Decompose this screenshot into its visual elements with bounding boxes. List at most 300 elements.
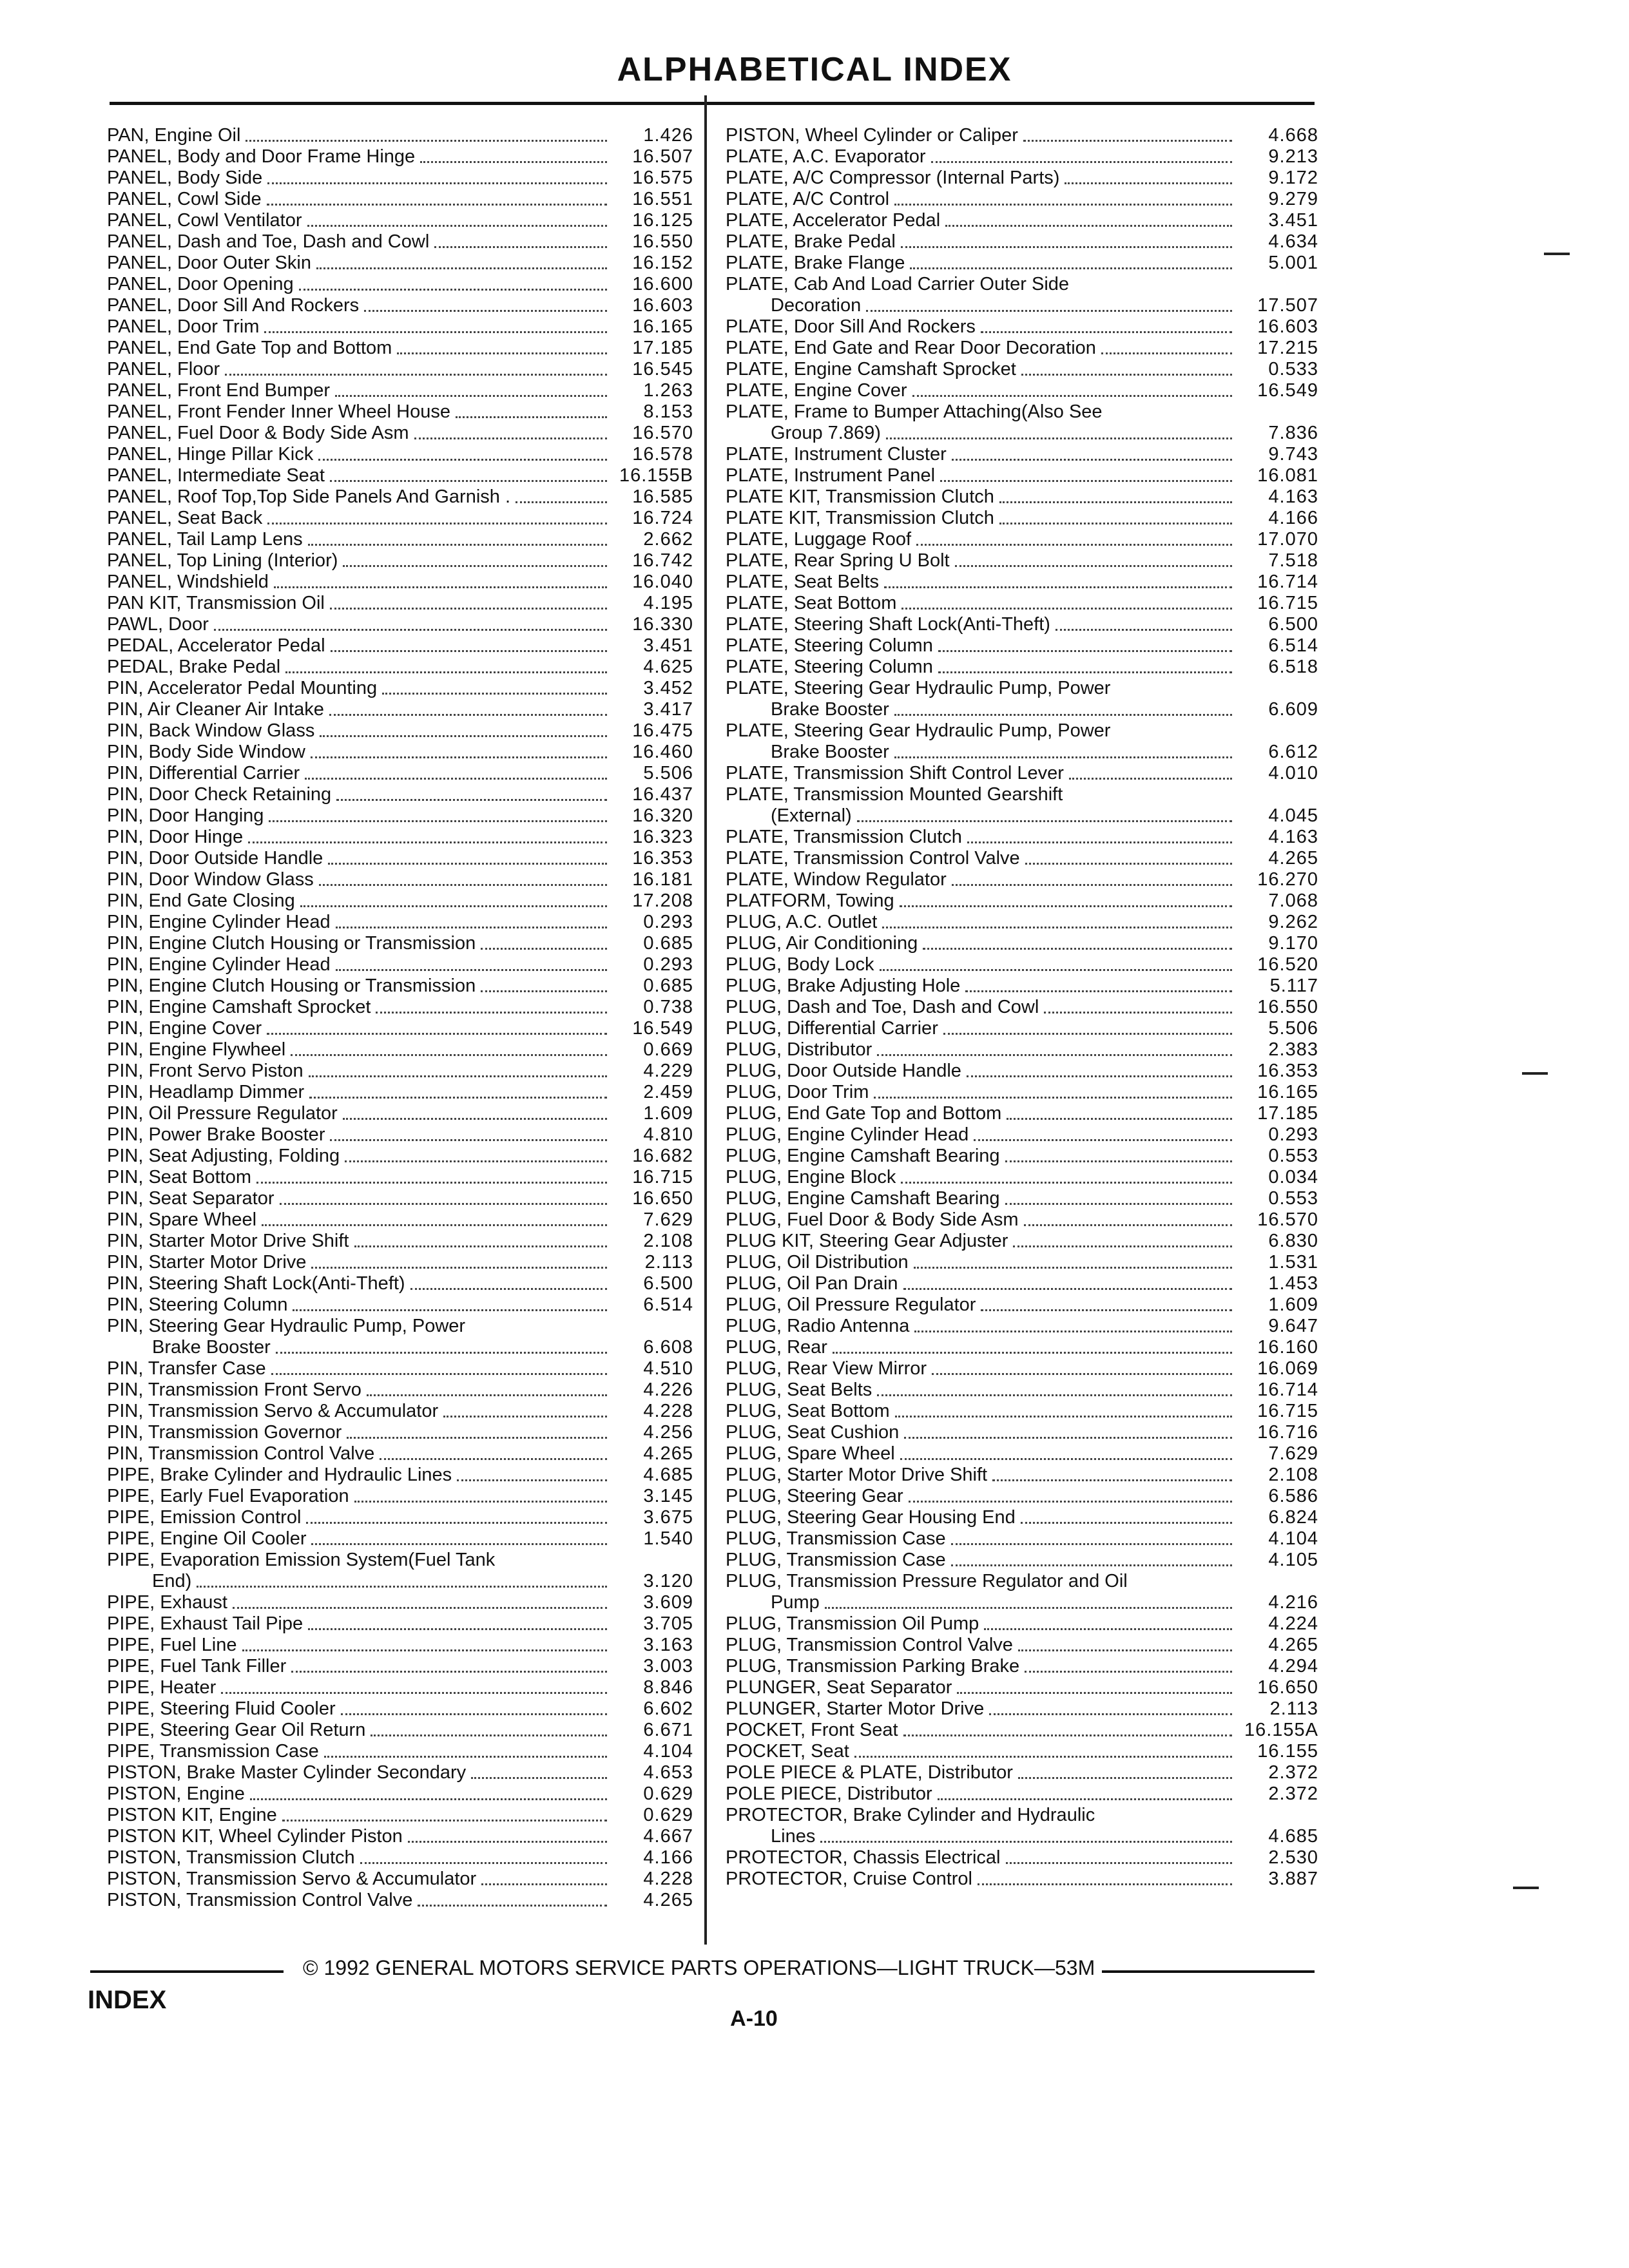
index-entry (107, 997, 693, 1018)
dot-leader (901, 1182, 1232, 1184)
index-entry (726, 465, 1318, 486)
entry-page: 6.830 (1268, 1231, 1318, 1251)
dot-leader (274, 586, 607, 588)
index-entry (726, 550, 1318, 572)
index-entry (726, 1528, 1318, 1550)
entry-page: 4.256 (643, 1422, 693, 1443)
index-entry (107, 189, 693, 210)
entry-name: PANEL, Hinge Pillar Kick (107, 444, 314, 465)
entry-name-continuation: Lines (771, 1826, 816, 1847)
entry-page: 16.578 (632, 444, 693, 465)
dot-leader (992, 1479, 1232, 1481)
entry-name: PIN, Air Cleaner Air Intake (107, 699, 324, 720)
entry-name: PROTECTOR, Brake Cylinder and Hydraulic (726, 1805, 1095, 1825)
dot-leader (343, 1118, 607, 1120)
entry-name: PIN, Door Hinge (107, 827, 244, 847)
index-entry (726, 1443, 1318, 1465)
entry-page: 4.228 (643, 1869, 693, 1889)
entry-name: PLUG, Transmission Pressure Regulator and Oil (726, 1571, 1128, 1591)
index-entry (107, 1783, 693, 1805)
entry-page: 16.155 (1257, 1741, 1318, 1762)
index-entry (107, 1550, 693, 1571)
entry-page: 3.003 (643, 1656, 693, 1677)
entry-page: 5.117 (1269, 975, 1318, 996)
entry-name: PLUG, Transmission Case (726, 1550, 946, 1570)
entry-name: PANEL, Floor (107, 359, 220, 380)
entry-page: 16.270 (1257, 869, 1318, 890)
entry-page: 7.836 (1268, 423, 1318, 443)
footer-copyright: © 1992 GENERAL MOTORS SERVICE PARTS OPERATIONS—LIGHT TRUCK—53M (303, 1956, 1095, 1979)
index-entry (726, 1465, 1318, 1486)
index-entry (107, 1762, 693, 1783)
index-entry (726, 1231, 1318, 1252)
dot-leader (901, 246, 1232, 248)
index-entry (107, 1252, 693, 1273)
entry-name-continuation: Brake Booster (771, 742, 889, 762)
entry-name: PIN, Starter Motor Drive Shift (107, 1231, 349, 1251)
dot-leader (246, 140, 607, 142)
entry-page: 0.685 (643, 933, 693, 954)
dot-leader (945, 225, 1232, 227)
entry-name: PIPE, Brake Cylinder and Hydraulic Lines (107, 1465, 452, 1485)
entry-name: PLUG, Oil Distribution (726, 1252, 909, 1273)
dot-leader (952, 459, 1232, 461)
dot-leader (347, 1437, 607, 1439)
dot-leader (250, 1798, 607, 1800)
entry-name: PLUG, Differential Carrier (726, 1018, 938, 1039)
index-column-left (107, 125, 693, 1911)
index-entry (726, 1656, 1318, 1677)
entry-page: 3.163 (643, 1635, 693, 1655)
entry-name: PLATE, Engine Camshaft Sprocket (726, 359, 1016, 380)
index-entry (726, 1805, 1318, 1826)
index-entry (107, 1486, 693, 1507)
entry-page: 3.887 (1268, 1869, 1318, 1889)
entry-name-continuation: End) (152, 1571, 192, 1591)
index-entry (107, 1826, 693, 1847)
entry-page: 6.612 (1268, 742, 1318, 762)
entry-page: 4.625 (643, 657, 693, 677)
entry-name: PLUG, End Gate Top and Bottom (726, 1103, 1002, 1124)
dot-leader (820, 1841, 1232, 1843)
dot-leader (269, 820, 607, 822)
dot-leader (1023, 140, 1232, 142)
entry-page: 6.514 (1268, 635, 1318, 656)
index-entry (726, 168, 1318, 189)
entry-page: 4.228 (643, 1401, 693, 1421)
entry-name: PLUG, Transmission Parking Brake (726, 1656, 1020, 1677)
index-entry (726, 572, 1318, 593)
dot-leader (343, 565, 607, 567)
dot-leader (940, 480, 1232, 482)
entry-page: 0.629 (643, 1783, 693, 1804)
entry-page: 7.068 (1268, 890, 1318, 911)
index-entry (726, 1188, 1318, 1209)
index-entry (107, 763, 693, 784)
dot-leader (904, 1437, 1232, 1439)
entry-name: PIPE, Transmission Case (107, 1741, 319, 1762)
entry-page: 4.685 (1268, 1826, 1318, 1847)
entry-page: 2.530 (1268, 1847, 1318, 1868)
entry-page: 16.549 (632, 1018, 693, 1039)
entry-name: PIN, Engine Clutch Housing or Transmission (107, 975, 476, 996)
entry-page: 3.120 (643, 1571, 693, 1591)
index-entry (107, 1358, 693, 1379)
entry-name: PLATE, Accelerator Pedal (726, 210, 941, 231)
dot-leader (978, 1883, 1232, 1885)
index-entry (726, 848, 1318, 869)
entry-name: POCKET, Seat (726, 1741, 849, 1762)
dot-leader (874, 1097, 1232, 1099)
page-number: A-10 (730, 2006, 778, 2031)
index-entry (726, 1720, 1318, 1741)
dot-leader (1005, 1160, 1232, 1162)
dot-leader (882, 927, 1232, 928)
index-entry-continuation (726, 295, 1318, 316)
entry-page: 17.507 (1257, 295, 1318, 316)
entry-name: PANEL, Cowl Ventilator (107, 210, 302, 231)
index-entry (107, 784, 693, 805)
entry-page: 16.575 (632, 168, 693, 188)
entry-page: 4.294 (1268, 1656, 1318, 1677)
dot-leader (371, 1735, 607, 1736)
entry-page: 0.685 (643, 975, 693, 996)
entry-name: PLUG, Engine Block (726, 1167, 896, 1187)
dot-leader (894, 714, 1232, 716)
footer-rule-right (1102, 1970, 1315, 1973)
index-entry (107, 720, 693, 742)
index-entry (107, 338, 693, 359)
entry-page: 16.650 (1257, 1677, 1318, 1698)
index-entry (107, 401, 693, 423)
index-entry (726, 508, 1318, 529)
entry-page: 3.675 (643, 1507, 693, 1528)
index-entry (107, 848, 693, 869)
dot-leader (308, 544, 607, 546)
entry-name: PLATE, Steering Shaft Lock(Anti-Theft) (726, 614, 1050, 635)
entry-page: 1.540 (643, 1528, 693, 1549)
entry-page: 4.668 (1268, 125, 1318, 146)
index-entry (726, 1571, 1318, 1592)
dot-leader (877, 1394, 1232, 1396)
entry-name: PISTON, Wheel Cylinder or Caliper (726, 125, 1018, 146)
entry-page: 16.550 (1257, 997, 1318, 1017)
entry-page: 16.475 (632, 720, 693, 741)
entry-name: PLATE, Instrument Cluster (726, 444, 947, 465)
entry-page: 16.520 (1257, 954, 1318, 975)
index-entry (726, 1762, 1318, 1783)
entry-page: 2.113 (644, 1252, 693, 1273)
entry-name: PLUG, Transmission Oil Pump (726, 1613, 979, 1634)
dot-leader (280, 1203, 607, 1205)
entry-name: PIPE, Early Fuel Evaporation (107, 1486, 349, 1506)
dot-leader (1021, 1522, 1232, 1524)
index-entry (107, 168, 693, 189)
index-entry (107, 593, 693, 614)
index-entry (726, 1613, 1318, 1635)
index-entry (107, 486, 693, 508)
index-column-right (726, 125, 1318, 1890)
entry-name: PIPE, Evaporation Emission System(Fuel Tank (107, 1550, 496, 1570)
entry-page: 16.714 (1257, 572, 1318, 592)
entry-page: 16.551 (632, 189, 693, 209)
entry-page: 2.113 (1269, 1698, 1318, 1719)
page-title: ALPHABETICAL INDEX (617, 51, 1012, 88)
entry-name: PLATE, Steering Column (726, 635, 933, 656)
index-entry (107, 572, 693, 593)
dot-leader (360, 1862, 607, 1864)
entry-name: PANEL, Seat Back (107, 508, 263, 528)
entry-page: 6.500 (643, 1273, 693, 1294)
entry-page: 16.682 (632, 1146, 693, 1166)
dot-leader (916, 544, 1232, 546)
entry-page: 17.185 (632, 338, 693, 358)
dot-leader (336, 969, 607, 971)
entry-name: PLUNGER, Seat Separator (726, 1677, 952, 1698)
entry-page: 0.293 (643, 912, 693, 932)
entry-name: PIPE, Exhaust (107, 1592, 227, 1613)
dot-leader (965, 990, 1232, 992)
dot-leader (267, 523, 607, 524)
entry-page: 9.743 (1268, 444, 1318, 465)
dot-leader (1025, 1671, 1232, 1673)
dot-leader (1018, 1777, 1232, 1779)
index-entry (107, 614, 693, 635)
dot-leader (1006, 1862, 1233, 1864)
index-entry (107, 678, 693, 699)
dot-leader (331, 650, 607, 652)
entry-page: 0.034 (1268, 1167, 1318, 1187)
entry-name: PIN, Seat Separator (107, 1188, 275, 1209)
dot-leader (481, 948, 607, 950)
entry-name: PLATE, A.C. Evaporator (726, 146, 926, 167)
index-entry (107, 1869, 693, 1890)
entry-page: 0.629 (643, 1805, 693, 1825)
entry-name: PIPE, Fuel Tank Filler (107, 1656, 287, 1677)
dot-leader (981, 1309, 1232, 1311)
entry-name: PLUG, Seat Cushion (726, 1422, 900, 1443)
index-entry (107, 1847, 693, 1869)
entry-name: PLUG, Rear View Mirror (726, 1358, 927, 1379)
entry-page: 17.070 (1257, 529, 1318, 550)
entry-page: 4.105 (1268, 1550, 1318, 1570)
entry-name: PIN, Oil Pressure Regulator (107, 1103, 338, 1124)
dot-leader (914, 1267, 1232, 1269)
footer-rule-left (90, 1970, 284, 1973)
index-entry (107, 657, 693, 678)
entry-name: PISTON, Transmission Clutch (107, 1847, 355, 1868)
index-entry (726, 933, 1318, 954)
entry-page: 16.600 (632, 274, 693, 294)
index-entry (726, 1146, 1318, 1167)
entry-name: PLATE, Transmission Shift Control Lever (726, 763, 1064, 783)
dot-leader (324, 1756, 607, 1758)
entry-name: PANEL, Door Opening (107, 274, 294, 294)
index-entry (107, 1082, 693, 1103)
index-entry (107, 316, 693, 338)
entry-name: PLUG, Engine Camshaft Bearing (726, 1188, 1000, 1209)
entry-page: 16.715 (1257, 1401, 1318, 1421)
dot-leader (943, 1033, 1232, 1035)
entry-name: PANEL, Cowl Side (107, 189, 262, 209)
entry-page: 1.426 (643, 125, 693, 146)
entry-name: PANEL, Intermediate Seat (107, 465, 325, 486)
entry-name: PISTON KIT, Engine (107, 1805, 277, 1825)
entry-name: PLATE, Door Sill And Rockers (726, 316, 976, 337)
entry-name: PAN KIT, Transmission Oil (107, 593, 325, 613)
dot-leader (418, 1905, 607, 1907)
index-entry (726, 1698, 1318, 1720)
entry-name: PIN, Engine Cylinder Head (107, 954, 331, 975)
index-entry (107, 295, 693, 316)
entry-name: PLATE, A/C Control (726, 189, 890, 209)
dot-leader (410, 1288, 607, 1290)
dot-leader (481, 990, 607, 992)
dot-leader (214, 629, 607, 631)
index-entry (726, 274, 1318, 295)
index-entry (107, 359, 693, 380)
index-entry (107, 1656, 693, 1677)
index-entry (107, 1379, 693, 1401)
index-entry (107, 827, 693, 848)
dot-leader (330, 480, 607, 482)
entry-name: PISTON KIT, Wheel Cylinder Piston (107, 1826, 403, 1847)
dot-leader (354, 1245, 608, 1247)
index-entry-continuation (726, 1826, 1318, 1847)
entry-page: 4.010 (1268, 763, 1318, 783)
index-entry (107, 125, 693, 146)
dot-leader (311, 756, 607, 758)
index-entry (726, 210, 1318, 231)
entry-name: PIN, Engine Camshaft Sprocket (107, 997, 371, 1017)
dot-leader (319, 884, 607, 886)
entry-name: PISTON, Brake Master Cylinder Secondary (107, 1762, 467, 1783)
entry-page: 16.603 (1257, 316, 1318, 337)
entry-page: 0.293 (1268, 1124, 1318, 1145)
dot-leader (306, 1522, 607, 1524)
index-entry (726, 997, 1318, 1018)
entry-page: 4.265 (1268, 1635, 1318, 1655)
index-entry (107, 274, 693, 295)
index-entry (726, 912, 1318, 933)
entry-page: 3.451 (643, 635, 693, 656)
index-entry (726, 1124, 1318, 1146)
dot-leader (1007, 1118, 1232, 1120)
index-entry (726, 1209, 1318, 1231)
entry-name-continuation: Brake Booster (152, 1337, 271, 1358)
index-entry (726, 954, 1318, 975)
entry-name: PLATE, Transmission Mounted Gearshift (726, 784, 1063, 805)
index-entry (107, 1146, 693, 1167)
dot-leader (308, 1628, 607, 1630)
index-entry (107, 975, 693, 997)
entry-page: 6.586 (1268, 1486, 1318, 1506)
entry-page: 16.716 (1257, 1422, 1318, 1443)
entry-page: 17.215 (1257, 338, 1318, 358)
entry-page: 16.323 (632, 827, 693, 847)
index-entry-continuation (726, 1592, 1318, 1613)
index-entry (107, 1465, 693, 1486)
dot-leader (903, 1735, 1232, 1736)
index-entry (726, 1379, 1318, 1401)
index-entry (107, 890, 693, 912)
entry-page: 16.550 (632, 231, 693, 252)
dot-leader (397, 352, 607, 354)
index-entry (726, 1869, 1318, 1890)
entry-name: PIPE, Steering Gear Oil Return (107, 1720, 366, 1740)
index-entry (726, 338, 1318, 359)
entry-page: 6.514 (643, 1294, 693, 1315)
dot-leader (909, 1501, 1232, 1503)
index-entry (726, 1082, 1318, 1103)
index-entry (107, 1167, 693, 1188)
entry-page: 16.570 (632, 423, 693, 443)
index-entry (726, 763, 1318, 784)
index-entry (726, 401, 1318, 423)
dot-leader (307, 225, 608, 227)
entry-name: PIN, Transmission Front Servo (107, 1379, 361, 1400)
entry-page: 16.545 (632, 359, 693, 380)
index-entry (107, 253, 693, 274)
entry-page: 1.263 (643, 380, 693, 401)
entry-page: 0.533 (1268, 359, 1318, 380)
index-entry (107, 550, 693, 572)
entry-name: PANEL, Dash and Toe, Dash and Cowl (107, 231, 430, 252)
entry-page: 3.705 (643, 1613, 693, 1634)
entry-name: PIN, Differential Carrier (107, 763, 300, 783)
column-divider (704, 95, 707, 1945)
entry-page: 16.715 (1257, 593, 1318, 613)
entry-page: 1.453 (1268, 1273, 1318, 1294)
index-entry (107, 954, 693, 975)
entry-name: PLATE, Brake Flange (726, 253, 905, 273)
index-entry (726, 125, 1318, 146)
entry-page: 3.609 (643, 1592, 693, 1613)
dot-leader (221, 1692, 607, 1694)
index-entry (726, 1103, 1318, 1124)
index-entry (107, 1103, 693, 1124)
index-entry (107, 1613, 693, 1635)
entry-name: PANEL, Windshield (107, 572, 269, 592)
entry-name: PLUG, Engine Camshaft Bearing (726, 1146, 1000, 1166)
entry-name: PLUG, Distributor (726, 1039, 872, 1060)
dot-leader (299, 289, 607, 291)
entry-name: PIN, End Gate Closing (107, 890, 295, 911)
index-entry (726, 316, 1318, 338)
entry-name: PAWL, Door (107, 614, 209, 635)
dot-leader (967, 841, 1232, 843)
entry-page: 16.081 (1257, 465, 1318, 486)
dot-leader (471, 1777, 607, 1779)
index-entry (107, 380, 693, 401)
entry-name: PIN, Engine Clutch Housing or Transmission (107, 933, 476, 954)
entry-page: 16.585 (632, 486, 693, 507)
entry-page: 16.549 (1257, 380, 1318, 401)
entry-name: PIN, Spare Wheel (107, 1209, 257, 1230)
entry-name-continuation: Group 7.869) (771, 423, 881, 443)
entry-page: 16.125 (632, 210, 693, 231)
entry-page: 17.185 (1257, 1103, 1318, 1124)
entry-name-continuation: (External) (771, 805, 852, 826)
entry-page: 1.609 (1268, 1294, 1318, 1315)
dot-leader (1044, 1012, 1232, 1014)
entry-page: 6.609 (1268, 699, 1318, 720)
entry-page: 3.452 (643, 678, 693, 698)
entry-name: PLATE, Luggage Roof (726, 529, 912, 550)
entry-name-continuation: Brake Booster (771, 699, 889, 720)
dot-leader (900, 905, 1232, 907)
dot-leader (364, 310, 607, 312)
